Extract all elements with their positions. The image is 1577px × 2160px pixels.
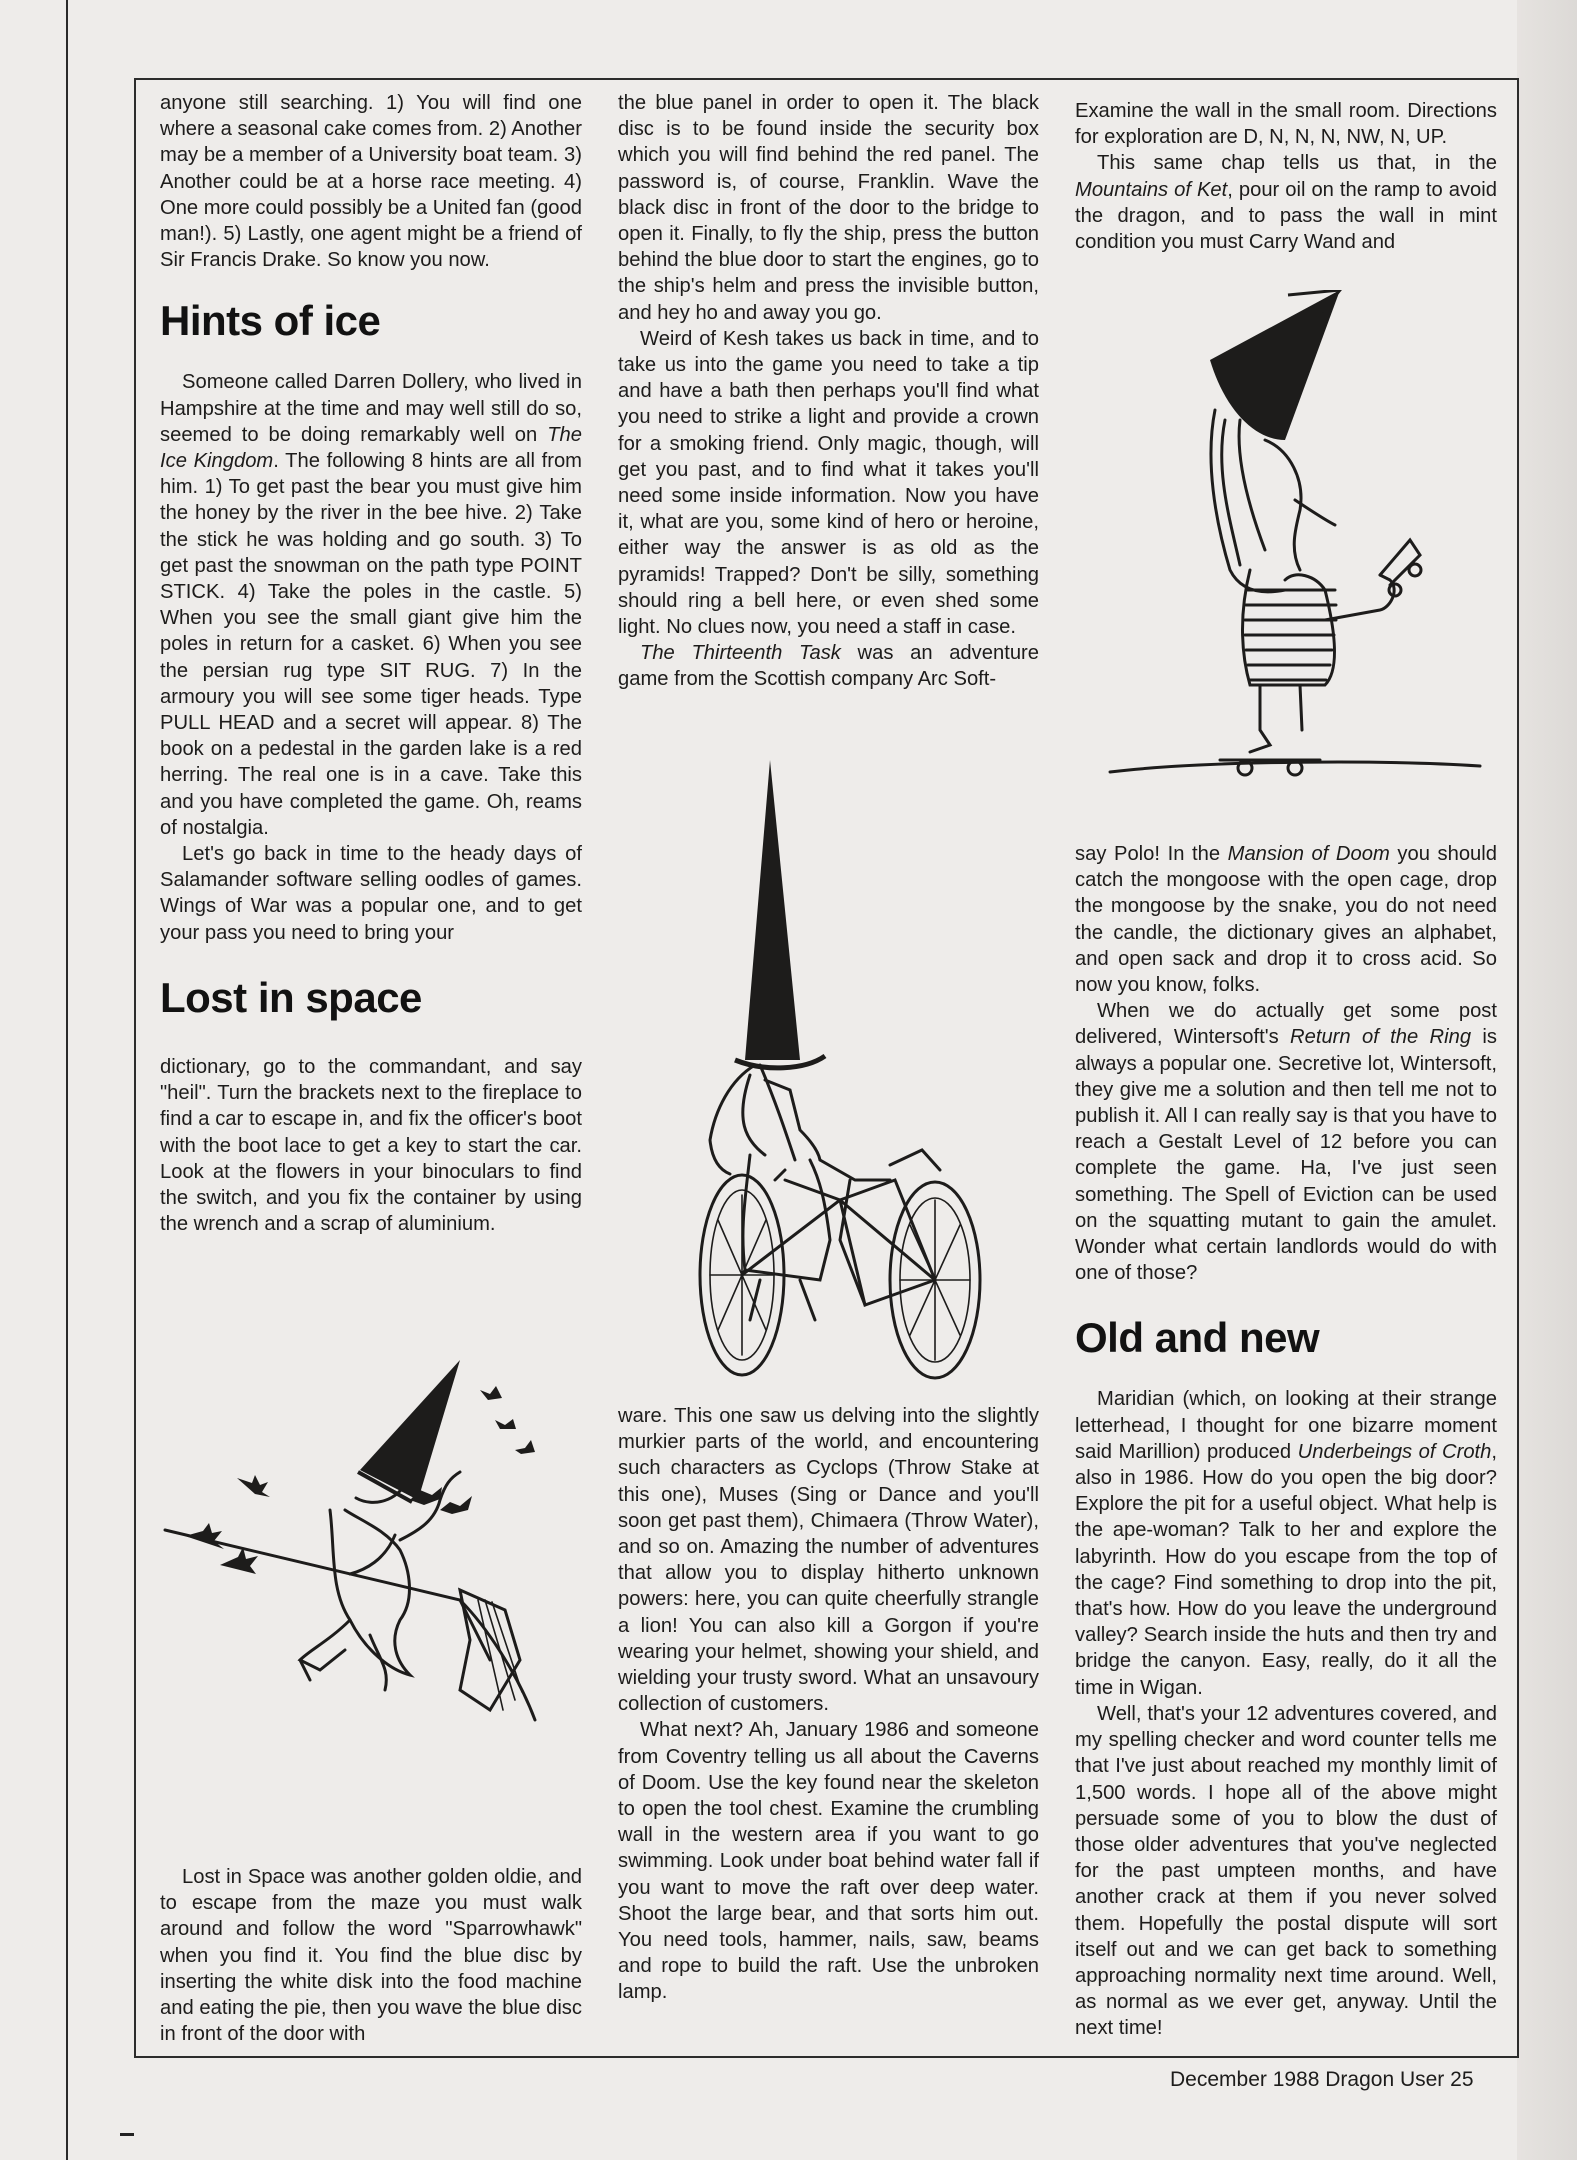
- column-3-middle: [1075, 841, 1497, 2042]
- column-3: [1075, 98, 1497, 255]
- weird-of-kesh-paragraph: Weird of Kesh takes us back in time, and to take us into the game you need to take a tip and have a bath then perhaps you'll find what you need to strike a light and provide a crown for a smoking friend. Only magic, though, will get you past, and to find what it takes you'll need some inside information. Now you have it, what are you, some kind of hero or heroine, either way the answer is as old as the pyramids! Trapped? Don't be silly, something should ring a bell here, or even shed some light. No clues now, you need a staff in case.: [618, 327, 1039, 639]
- column-2-bottom: [618, 1403, 1039, 2006]
- mountains-of-ket-paragraph: This same chap tells us that, in the Mountains of Ket, pour oil on the ramp to avoid the dragon, and to pass the wall in mint condition you must Carry Wand and: [1075, 152, 1497, 254]
- page-footer: December 1988 Dragon User 25: [1170, 2068, 1474, 2091]
- witch-on-bicycle-illustration: [690, 760, 1000, 1385]
- mansion-of-doom-paragraph: say Polo! In the Mansion of Doom you should catch the mongoose with the open cage, drop the mongoose by the snake, you do not need the candle, the dictionary gives an alphabet, and open sack and drop it to cross acid. So now you know, folks.: [1075, 843, 1497, 997]
- heading-old-and-new: Old and new: [1075, 1314, 1320, 1362]
- column-1-bottom: [160, 1864, 582, 2047]
- heading-hints-of-ice: Hints of ice: [160, 297, 381, 345]
- caverns-of-doom-paragraph: What next? Ah, January 1986 and someone from Coventry telling us all about the Caverns of Doom. Use the key found near the skeleton to open the tool chest. Examine the crumbling wall in the western area if you want to go swimming. Look under boat behind water fall if you want to move the raft over deep water. Shoot the large bear, and that sorts him out. You need tools, hammer, nails, saw, beams and rope to build the raft. Use the unbroken lamp.: [618, 1719, 1039, 2004]
- page-edge-bleed: [1517, 0, 1577, 2160]
- witch-on-rollerskate-illustration: [1090, 290, 1500, 800]
- return-of-the-ring-paragraph: When we do actually get some post delivered, Wintersoft's Return of the Ring is always a popular one. Secretive lot, Wintersoft, they give me a solution and then tell me not to publish it. All I can really say is that you have to reach a Gestalt Level of 12 before you can complete the game. Ha, I've just seen something. The Spell of Eviction can be used on the squatting mutant to gain the amulet. Wonder what certain landlords would do with one of those?: [1075, 1000, 1497, 1285]
- column-2: [618, 90, 1039, 693]
- salamander-paragraph: Let's go back in time to the heady days of Salamander software selling oodles of games. Wings of War was a popular one, and to get your pass you need to bring your: [160, 843, 582, 944]
- game-title: The Ice Kingdom: [160, 423, 582, 473]
- underbeings-of-croth-paragraph: Maridian (which, on looking at their strange letterhead, I thought for one bizarre moment said Marillion) produced Underbeings of Croth, also in 1986. How do you open the big door? Explore the pit for a useful object. What help is the ape-woman? Talk to her and explore the labyrinth. How do you escape from the top of the cage? Find something to drop into the pit, that's how. How do you leave the underground valley? Search inside the huts and then try and bridge the canyon. Easy, really, do it all the time in Wigan.: [1075, 1388, 1497, 1699]
- arc-software-paragraph: ware. This one saw us delving into the slightly murkier parts of the world, and encountering such characters as Cyclops (Throw Stake at this one), Muses (Sing or Dance and you'll soon get past them), Chimaera (Throw Water), and so on. Amazing the number of adventures that allow you to display hitherto unknown powers: here, you can quite cheerfully strangle a lion! You can also kill a Gorgon if you're wearing your helmet, showing your shield, and wielding your trusty sword. What an unsavoury collection of customers.: [618, 1405, 1039, 1716]
- col3-paragraph-1: Examine the wall in the small room. Directions for exploration are D, N, N, N, NW, N, UP.: [1075, 100, 1497, 149]
- game-title: Mansion of Doom: [1227, 843, 1390, 865]
- hat-icon: [360, 1360, 460, 1500]
- hat-icon: [745, 760, 800, 1060]
- witch-on-broomstick-illustration: [160, 1360, 580, 1840]
- heading-lost-in-space: Lost in space: [160, 973, 422, 1021]
- col1-top-paragraph: anyone still searching. 1) You will find one where a seasonal cake comes from. 2) Another may be a member of a University boat team. 3) Another could be at a horse race meeting. 4) One more could possibly be a United fan (good man!). 5) Lastly, one agent might be a friend of Sir Francis Drake. So know you now.: [160, 92, 582, 272]
- lost-in-space-oldie-paragraph: Lost in Space was another golden oldie, and to escape from the maze you must walk around and follow the word "Sparrowhawk" when you find it. You find the blue disc by inserting the white disk into the food machine and eating the pie, then you wave the blue disc in front of the door with: [160, 1866, 582, 2046]
- lost-in-space-paragraph: dictionary, go to the commandant, and say "heil". Turn the brackets next to the fireplace to find a car to escape in, and fix the officer's boot with the boot lace to get a key to start the car. Look at the flowers in your binoculars to find the switch, and you fix the container by using the wrench and a scrap of aluminium.: [160, 1055, 582, 1236]
- ice-kingdom-paragraph: Someone called Darren Dollery, who lived in Hampshire at the time and may well still do so, seemed to be doing remarkably well on The Ice Kingdom. The following 8 hints are all from him. 1) To get past the bear you must give him the honey by the river in the bee hive. 2) Take the stick he was holding and go south. 3) To get past the snowman on the path type POINT STICK. 4) Take the poles in the castle. 5) When you see the small giant give him the poles in return for a casket. 6) When you see the persian rug type SIT RUG. 7) In the armoury you will see some tiger heads. Type PULL HEAD and a secret will appear. 8) The book on a pedestal in the garden lake is a red herring. The real one is in a cave. Take this and you have completed the game. Oh, reams of nostalgia.: [160, 371, 583, 839]
- col2-paragraph-1: the blue panel in order to open it. The black disc is to be found inside the security box which you will find behind the red panel. The password is, of course, Franklin. Wave the black disc in front of the door to the bridge to open it. Finally, to fly the ship, press the button behind the blue door to start the engines, go to the ship's helm and press the invisible button, and hey ho and away you go.: [618, 92, 1039, 324]
- margin-mark: [120, 2133, 134, 2136]
- game-title: Underbeings of Croth: [1297, 1440, 1492, 1463]
- game-title: Mountains of Ket: [1075, 178, 1228, 201]
- column-1: [160, 90, 582, 1237]
- binding-gutter-line: [66, 0, 68, 2160]
- game-title: The Thirteenth Task: [640, 642, 841, 665]
- game-title: Return of the Ring: [1290, 1026, 1472, 1049]
- closing-paragraph: Well, that's your 12 adventures covered, and my spelling checker and word counter tells me that I've just about reached my monthly limit of 1,500 words. I hope all of the above might persuade some of you to blow the dust of those older adventures that you've neglected for the past umpteen months, and have another crack at them if you never solved them. Hopefully the postal dispute will sort itself out and we can get back to something approaching normality next time around. Well, as normal as we ever get, anyway. Until the next time!: [1075, 1702, 1497, 2040]
- hat-icon: [1210, 290, 1340, 440]
- thirteenth-task-paragraph: The Thirteenth Task was an adventure game from the Scottish company Arc Soft-: [618, 642, 1039, 691]
